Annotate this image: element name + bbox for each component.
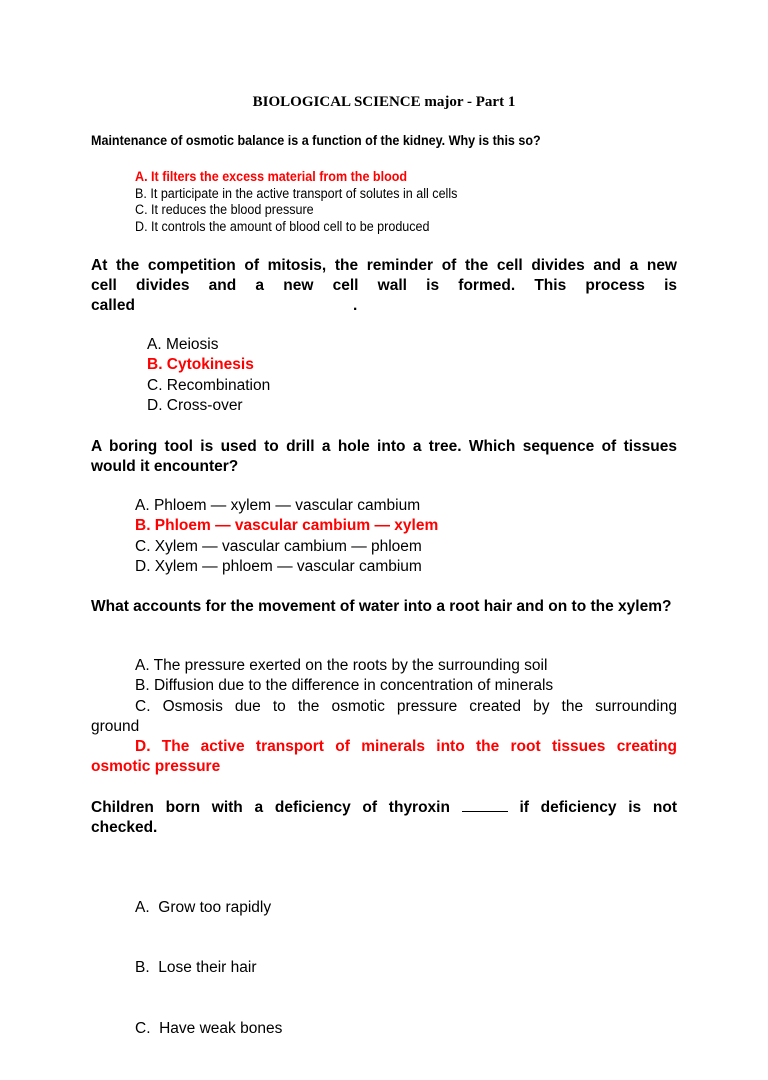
question-4-text: What accounts for the movement of water into a root hair and on to the xylem? [91, 598, 672, 615]
question-2-period: . [352, 297, 358, 314]
question-4-option-d [91, 737, 677, 778]
question-4-options-ab [135, 656, 553, 697]
question-3-option-b: B. Phloem — vascular cambium — xylem [135, 517, 439, 535]
question-5-line-1 [91, 798, 677, 818]
question-4-option-d-line-1: D. The active transport of minerals into the root tissues creating [135, 738, 677, 755]
question-3-option-a: A. Phloem — xylem — vascular cambium [135, 497, 421, 514]
question-2-options [147, 335, 270, 416]
question-2-text [91, 256, 677, 316]
question-3-text: A boring tool is used to drill a hole into a tree. Which sequence of tissues would it encounter? [91, 438, 677, 475]
question-2-option-d: D. Cross-over [147, 396, 243, 414]
question-2-option-b: B. Cytokinesis [147, 356, 254, 374]
question-2-option-a: A. Meiosis [147, 336, 219, 353]
question-3-options [135, 496, 438, 577]
question-5-after-blank: if deficiency is not [519, 799, 677, 816]
question-1-options [135, 169, 457, 235]
question-2-line-2: cell divides and a new cell wall is formed. This process is [91, 277, 677, 294]
question-2-line-1: At the competition of mitosis, the reminder of the cell divides and a new [91, 257, 677, 274]
question-4-option-d-line-2: osmotic pressure [91, 758, 221, 776]
question-2-called: called [91, 297, 135, 314]
question-3-option-d: D. Xylem — phloem — vascular cambium [135, 557, 422, 575]
question-1-option-b: B. It participate in the active transport of solutes in all cells [135, 185, 458, 201]
question-4-option-c [91, 697, 677, 738]
question-1-option-a: A. It filters the excess material from the blood [135, 169, 408, 184]
document-title: BIOLOGICAL SCIENCE major - Part 1 [252, 94, 516, 110]
question-5-option-a: A. Grow too rapidly [135, 898, 272, 916]
question-1-option-d: D. It controls the amount of blood cell to be produced [135, 218, 430, 234]
question-5-options [135, 857, 282, 1080]
question-2-line-3 [91, 296, 677, 316]
question-5-option-c: C. Have weak bones [135, 1020, 283, 1038]
question-2-option-c: C. Recombination [147, 376, 271, 394]
question-4-option-c-line-2: ground [91, 718, 140, 736]
question-5-option-b: B. Lose their hair [135, 959, 257, 977]
question-5-before-blank: Children born with a deficiency of thyroxin [91, 799, 450, 816]
question-5-line-2: checked. [91, 819, 158, 836]
question-1-option-c: C. It reduces the blood pressure [135, 202, 314, 217]
question-5-text [91, 798, 677, 838]
question-4-option-b: B. Diffusion due to the difference in concentration of minerals [135, 677, 554, 695]
question-4-option-c-line-1: C. Osmosis due to the osmotic pressure created by the surrounding [135, 698, 677, 715]
question-3-option-c: C. Xylem — vascular cambium — phloem [135, 537, 422, 555]
question-4-option-a: A. The pressure exerted on the roots by the surrounding soil [135, 657, 548, 674]
fill-in-blank [462, 798, 508, 812]
question-1-text: Maintenance of osmotic balance is a function of the kidney. Why is this so? [91, 133, 541, 148]
